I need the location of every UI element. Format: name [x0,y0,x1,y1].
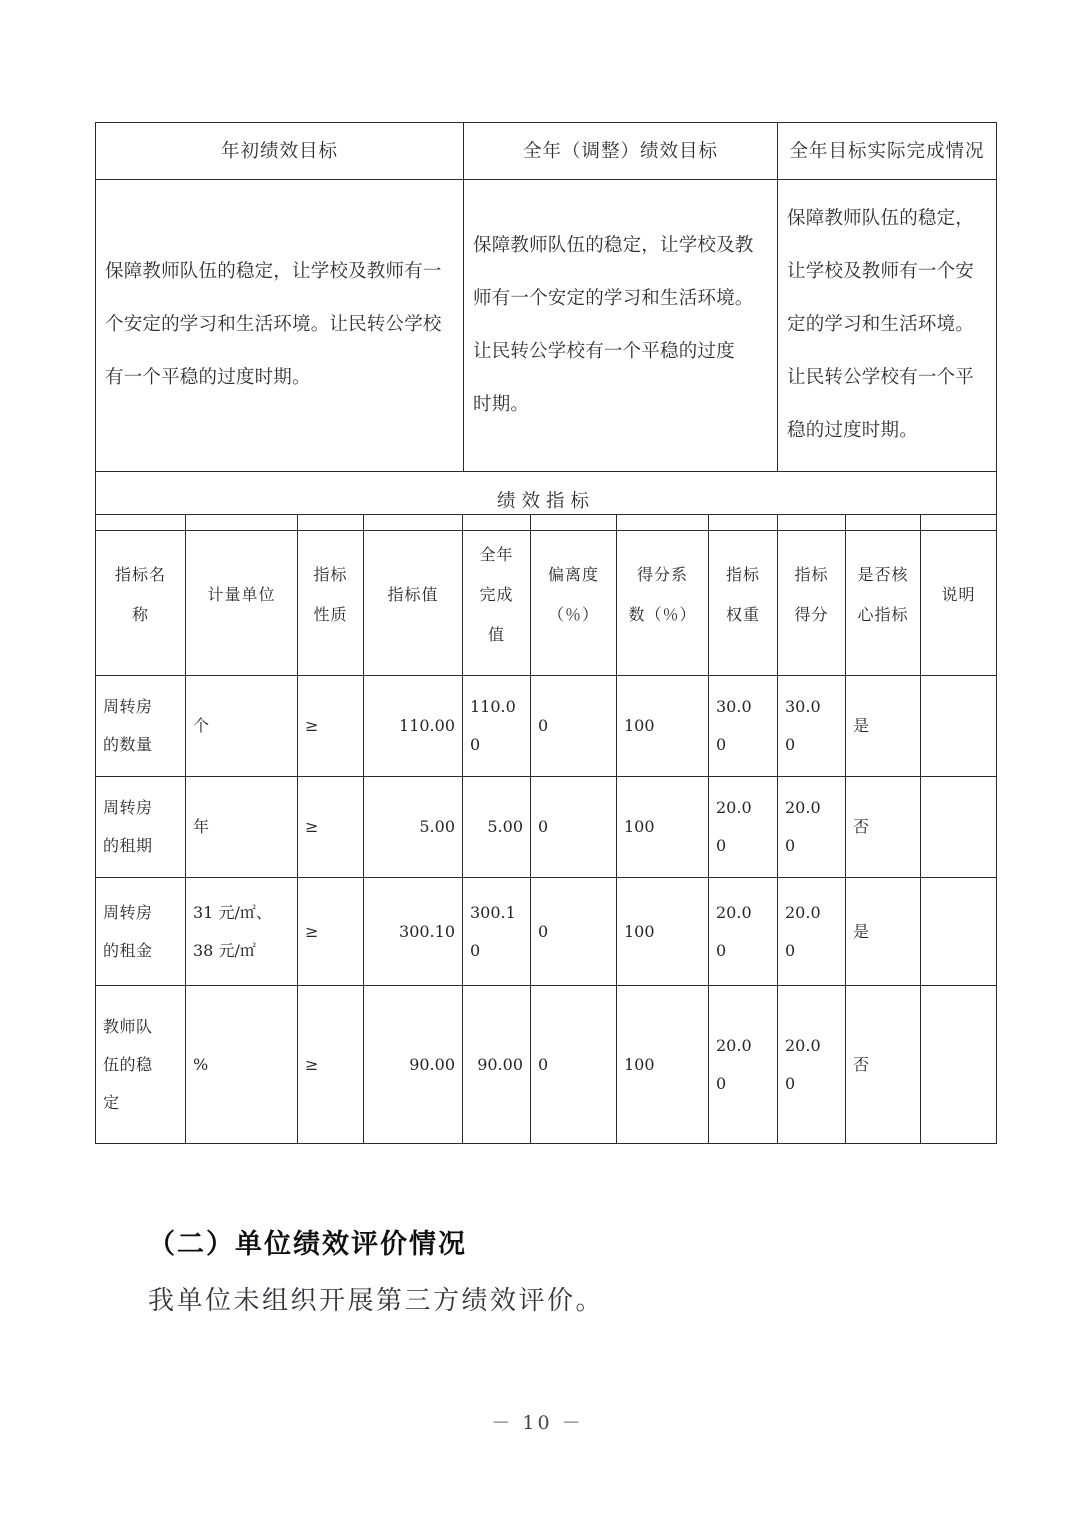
header-line: 是否核 [857,565,909,584]
header-line: 指标 [313,565,348,584]
page-number-footer: － 10 － [491,1412,584,1434]
cell-deviation: 0 [531,878,617,986]
value-line: 0 [716,735,727,754]
cell-target-value: 5.00 [364,777,463,878]
cell-score [778,777,846,878]
cell-unit [186,986,298,1144]
goals-header-adjusted: 全年（调整）绩效目标 [464,123,778,180]
goal-line: 时期。 [473,393,530,415]
table-row [96,878,997,986]
cell-nature: ≥ [298,878,364,986]
name-line: 伍的稳 [103,1054,153,1074]
cell-score-coefficient: 100 [617,676,709,777]
cell-note [921,777,997,878]
value-line: 0 [785,735,796,754]
name-line: 的数量 [103,735,153,754]
cell-note [921,878,997,986]
cell-target-value: 110.00 [364,676,463,777]
cell-weight [709,986,778,1144]
col-header-weight [709,515,778,676]
header-line: （％） [547,605,599,624]
col-header-indicator-name [96,515,186,676]
cell-is-core: 是 [846,676,921,777]
goal-line: 让民转公学校有一个平 [787,367,975,388]
goal-line: 让学校及教师有一个安 [787,261,975,282]
header-line: 数（％） [628,605,697,624]
value-line: 0 [785,1073,796,1093]
value-line: 20.0 [716,1035,752,1055]
name-line: 教师队 [103,1016,153,1036]
cell-deviation: 0 [531,986,617,1144]
cell-nature: ≥ [298,986,364,1144]
unit-line: % [193,1054,209,1074]
header-line: 完成 [479,585,514,604]
unit-line: 个 [193,716,210,735]
cell-note [921,676,997,777]
col-header-unit [186,515,298,676]
cell-score-coefficient: 100 [617,986,709,1144]
table-row [96,986,997,1144]
value-line: 20.0 [785,902,821,922]
value-line: 0 [785,836,796,855]
goals-header-actual: 全年目标实际完成情况 [778,123,997,180]
cell-weight [709,676,778,777]
cell-weight [709,878,778,986]
cell-score-coefficient: 100 [617,777,709,878]
goal-line: 有一个平稳的过度时期。 [105,367,311,388]
goal-line: 定的学习和生活环境。 [787,314,975,335]
col-header-is-core [846,515,921,676]
section-paragraph: 我单位未组织开展第三方绩效评价。 [148,1286,605,1316]
cell-note [921,986,997,1144]
header-line: 得分 [794,605,829,624]
cell-indicator-name [96,676,186,777]
value-line: 30.0 [785,697,821,716]
goal-line: 师有一个安定的学习和生活环境。 [473,287,754,309]
cell-score [778,986,846,1144]
cell-is-core: 否 [846,777,921,878]
value-line: 300.1 [470,902,516,922]
cell-unit [186,676,298,777]
value-line: 20.0 [785,798,821,817]
header-line: 全年 [479,545,514,564]
col-header-score-coefficient [617,515,709,676]
cell-nature: ≥ [298,676,364,777]
col-header-nature [298,515,364,676]
header-line: 性质 [313,605,348,624]
cell-score-coefficient: 100 [617,878,709,986]
cell-deviation: 0 [531,777,617,878]
table-row [96,676,997,777]
unit-line: 31 元/㎡、 [193,902,272,922]
name-line: 周转房 [103,902,153,922]
unit-line: 年 [193,817,210,836]
goals-content-row [96,180,997,472]
cell-target-value: 300.10 [364,878,463,986]
header-line: 说明 [941,585,976,604]
section-heading: （二）单位绩效评价情况 [148,1229,467,1260]
cell-score [778,878,846,986]
cell-weight [709,777,778,878]
header-line: 得分系 [636,565,688,584]
col-header-note [921,515,997,676]
value-line: 0 [716,940,727,960]
value-line: 0 [716,836,727,855]
value-line: 0 [470,940,481,960]
value-line: 0 [785,940,796,960]
header-line: 称 [131,605,149,624]
value-line: 0 [716,1073,727,1093]
name-line: 的租期 [103,836,153,855]
header-line: 计量单位 [207,585,276,604]
header-line: 指标名 [114,565,166,584]
goals-header-initial: 年初绩效目标 [96,123,464,180]
col-header-deviation [531,515,617,676]
cell-unit [186,777,298,878]
goals-header-row [96,123,997,180]
cell-completed-value: 90.00 [463,986,531,1144]
goal-cell-initial [96,180,464,472]
cell-indicator-name [96,878,186,986]
goal-line: 让民转公学校有一个平稳的过度 [473,340,735,362]
value-line: 0 [470,735,481,754]
col-header-target-value [364,515,463,676]
performance-goals-table [95,122,997,531]
cell-target-value: 90.00 [364,986,463,1144]
name-line: 周转房 [103,798,153,817]
name-line: 的租金 [103,940,153,960]
goal-line: 保障教师队伍的稳定，让学校及教 [473,234,754,256]
goal-cell-adjusted [464,180,778,472]
goal-line: 个安定的学习和生活环境。让民转公学校 [105,314,442,335]
col-header-completed-value [463,515,531,676]
value-line: 20.0 [785,1035,821,1055]
unit-line: 38 元/㎡ [193,940,256,960]
performance-indicator-table [95,514,997,1144]
header-line: 指标 [725,565,760,584]
value-line: 20.0 [716,902,752,922]
goal-line: 稳的过度时期。 [787,420,918,441]
cell-unit [186,878,298,986]
cell-is-core: 是 [846,878,921,986]
cell-is-core: 否 [846,986,921,1144]
cell-completed-value [463,878,531,986]
cell-indicator-name [96,986,186,1144]
goal-line: 保障教师队伍的稳定， [787,208,975,229]
value-line: 20.0 [716,798,752,817]
cell-deviation: 0 [531,676,617,777]
cell-score [778,676,846,777]
cell-completed-value [463,676,531,777]
metrics-section-label: 绩效指标 [96,472,997,531]
table-row [96,777,997,878]
name-line: 定 [103,1092,120,1112]
cell-completed-value: 5.00 [463,777,531,878]
cell-nature: ≥ [298,777,364,878]
header-line: 心指标 [857,605,909,624]
indicator-header-row [96,515,997,676]
name-line: 周转房 [103,697,153,716]
goal-cell-actual [778,180,997,472]
header-line: 偏离度 [547,565,599,584]
col-header-score [778,515,846,676]
header-line: 指标 [794,565,829,584]
header-line: 权重 [725,605,760,624]
header-line: 值 [487,625,505,644]
header-line: 指标值 [387,585,439,604]
value-line: 110.0 [470,697,516,716]
goal-line: 保障教师队伍的稳定，让学校及教师有一 [105,261,442,282]
cell-indicator-name [96,777,186,878]
value-line: 30.0 [716,697,752,716]
